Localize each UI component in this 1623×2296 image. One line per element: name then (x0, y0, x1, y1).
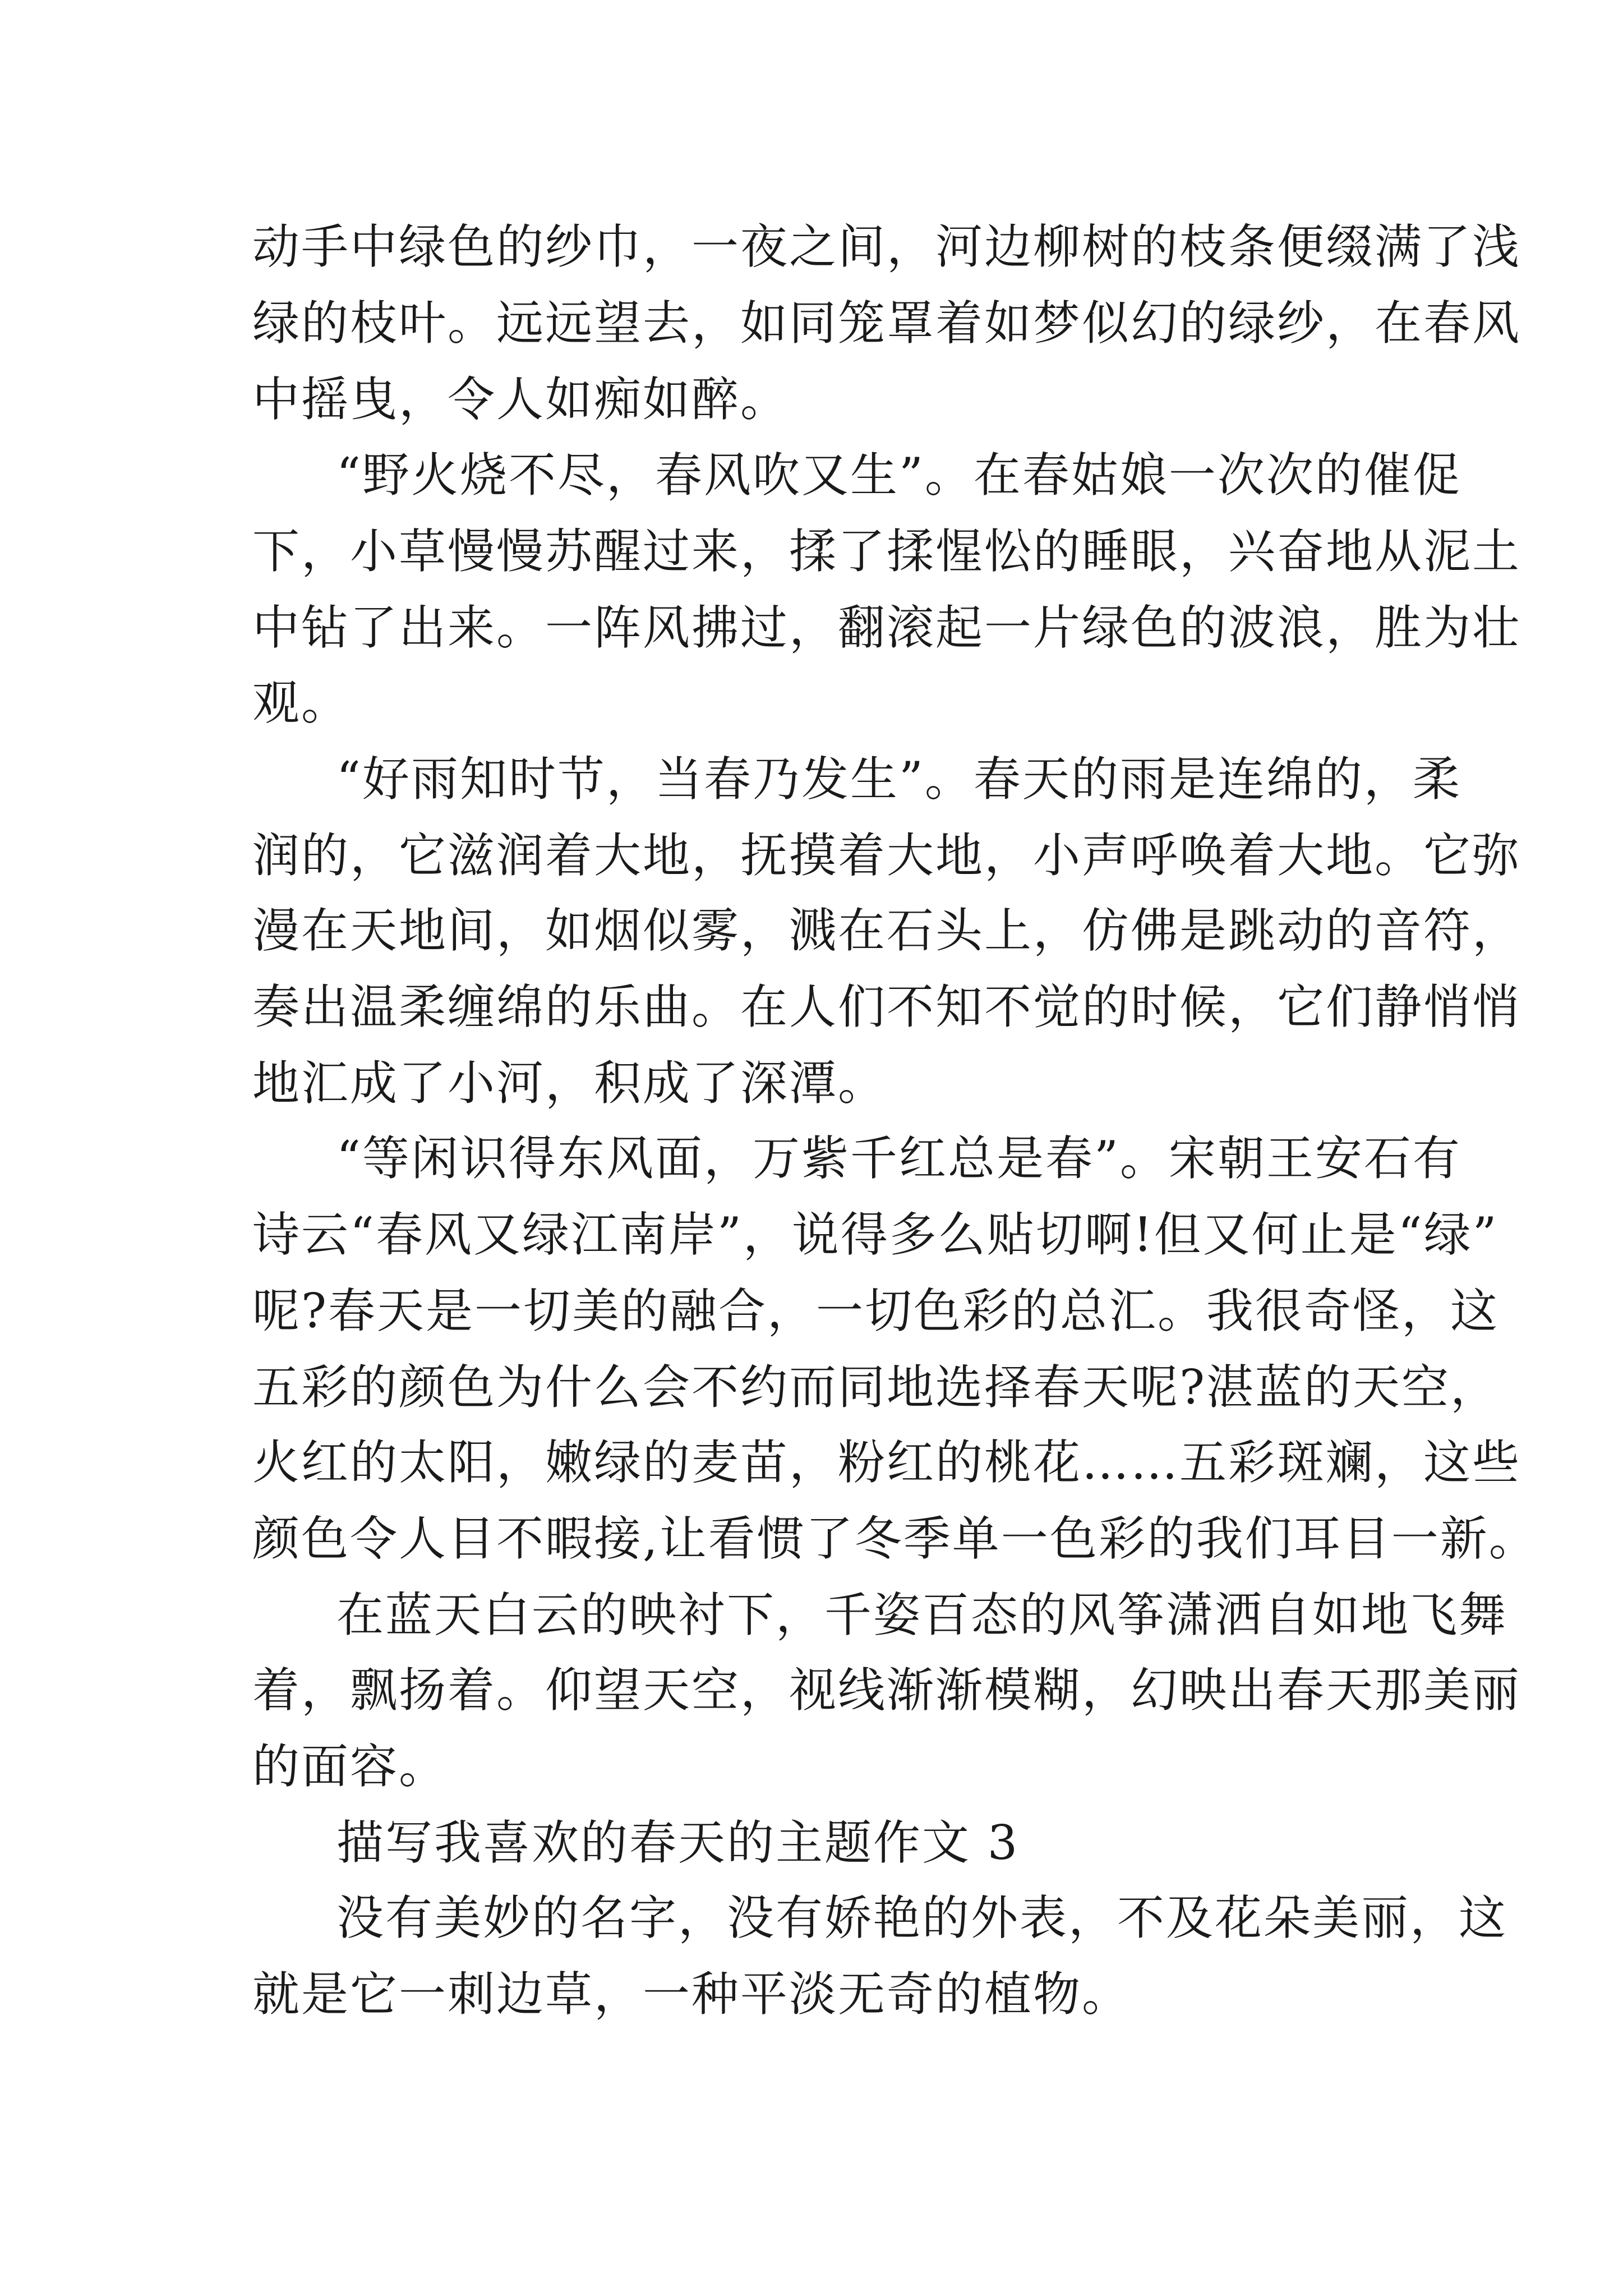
text-line: 绿的枝叶。远远望去，如同笼罩着如梦似幻的绿纱，在春风 (252, 296, 1521, 351)
text-line: 的面容。 (252, 1739, 448, 1794)
text-line: 火红的太阳，嫩绿的麦苗，粉红的桃花……五彩斑斓，这些 (252, 1435, 1521, 1490)
text-line: 奏出温柔缠绵的乐曲。在人们不知不觉的时候，它们静悄悄 (252, 979, 1521, 1034)
text-line: 五彩的颜色为什么会不约而同地选择春天呢?湛蓝的天空， (252, 1360, 1500, 1415)
text-line: 润的，它滋润着大地，抚摸着大地，小声呼唤着大地。它弥 (252, 828, 1521, 883)
text-line: 呢?春天是一切美的融合，一切色彩的总汇。我很奇怪，这 (252, 1283, 1500, 1338)
text-line: 诗云“春风又绿江南岸”，说得多么贴切啊!但又何止是“绿” (252, 1207, 1498, 1262)
text-line: 下，小草慢慢苏醒过来，揉了揉惺忪的睡眼，兴奋地从泥土 (252, 524, 1521, 579)
text-line: 中钻了出来。一阵风拂过，翻滚起一片绿色的波浪，胜为壮 (252, 600, 1521, 655)
text-line: 在蓝天白云的映衬下，千姿百态的风筝潇洒自如地飞舞 (336, 1588, 1508, 1642)
text-line: “好雨知时节，当春乃发生”。春天的雨是连绵的，柔 (336, 752, 1461, 807)
section-heading: 描写我喜欢的春天的主题作文 3 (336, 1815, 1020, 1870)
text-line: 没有美妙的名字，没有娇艳的外表，不及花朵美丽，这 (336, 1890, 1508, 1945)
text-line: 动手中绿色的纱巾，一夜之间，河边柳树的枝条便缀满了浅 (252, 219, 1521, 274)
text-line: 着，飘扬着。仰望天空，视线渐渐模糊，幻映出春天那美丽 (252, 1663, 1521, 1718)
text-line: 中摇曳，令人如痴如醉。 (252, 372, 790, 427)
text-line: 地汇成了小河，积成了深潭。 (252, 1056, 887, 1111)
text-line: 就是它一刺边草，一种平淡无奇的植物。 (252, 1967, 1131, 2022)
text-line: “等闲识得东风面，万紫千红总是春”。宋朝王安石有 (336, 1131, 1461, 1186)
text-line: “野火烧不尽，春风吹又生”。在春姑娘一次次的催促 (336, 448, 1461, 503)
text-line: 漫在天地间，如烟似雾，溅在石头上，仿佛是跳动的音符， (252, 903, 1521, 958)
text-line: 观。 (252, 675, 351, 730)
text-line: 颜色令人目不暇接,让看惯了冬季单一色彩的我们耳目一新。 (252, 1511, 1538, 1566)
